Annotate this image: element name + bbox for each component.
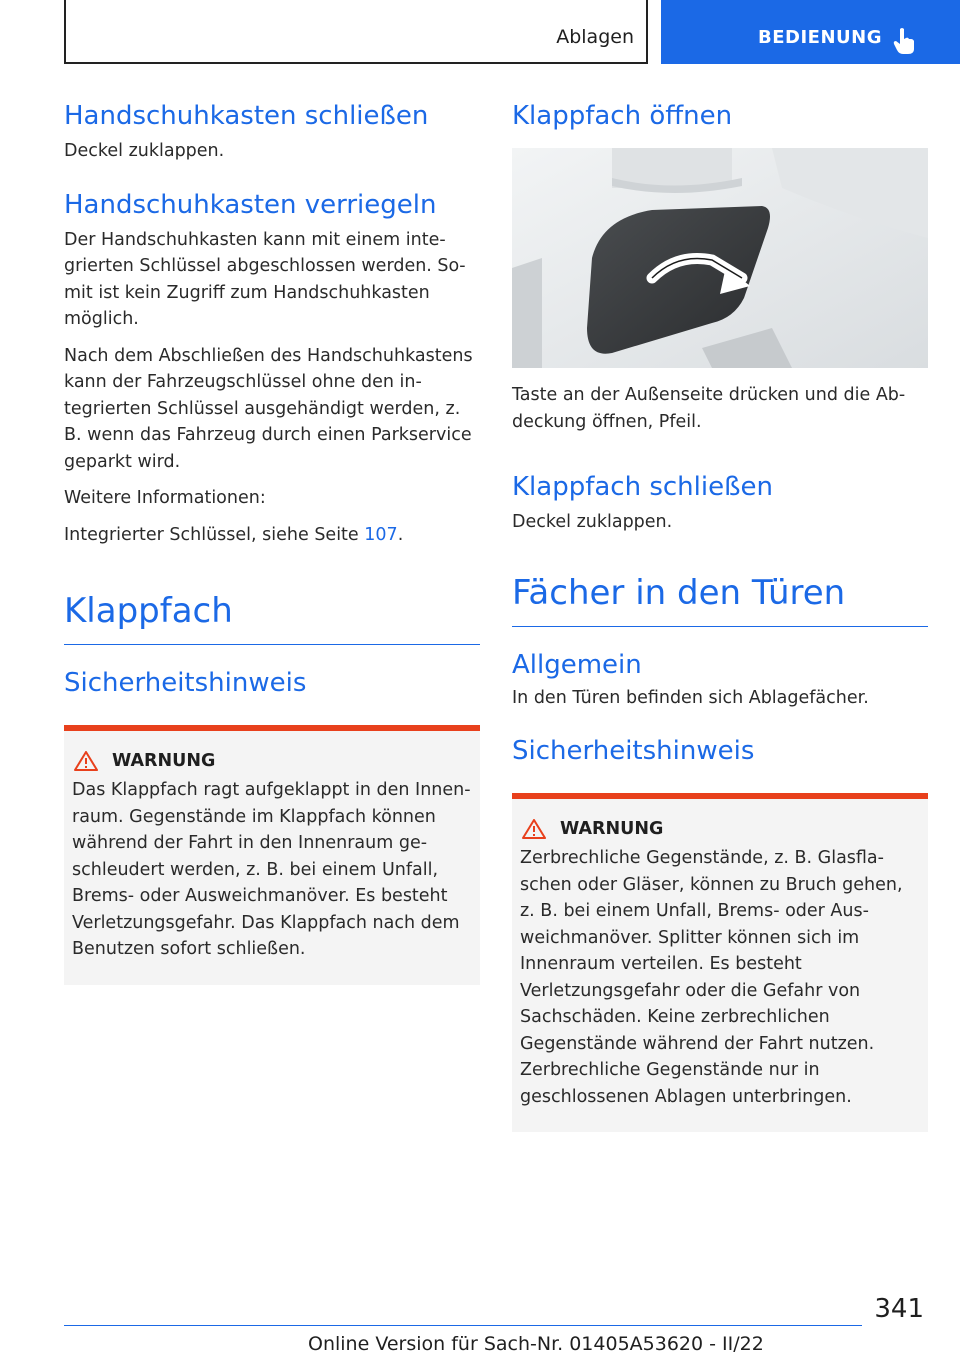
header-chapter-title: BEDIENUNG bbox=[758, 27, 882, 48]
text-general: In den Türen befinden sich Ablagefächer. bbox=[512, 687, 869, 708]
page-link[interactable]: 107 bbox=[364, 524, 398, 545]
compartment-photo-illustration bbox=[512, 148, 928, 368]
right-column bbox=[512, 98, 928, 1132]
heading-door-compartments: Fächer in den Türen bbox=[512, 572, 846, 613]
warning-header-left bbox=[72, 751, 472, 771]
footer-divider bbox=[64, 1325, 862, 1326]
heading-safety-left: Sicherheitshinweis bbox=[64, 668, 307, 698]
warning-box-left bbox=[64, 725, 480, 985]
reference-label: Integrierter Schlüssel, siehe Seite bbox=[64, 524, 359, 545]
warning-text-right: Zerbrechliche Gegenstände, z. B. Glasflaschen oder Gläser, können zu Bruch gehen, z. B. bei einem Unfall, Brems- oder Ausweichmanöver. Splitter können sich im Innenraum verteilen. Es besteht Verletzungsgefahr oder die Gefahr von Sachschäden. Keine zerbrechlichen Gegenstände während der Fahrt nutzen. Zerbrechliche Gegenstände nur in geschlossenen Ablagen unterbringen. bbox=[520, 848, 903, 1107]
warning-box-right bbox=[512, 793, 928, 1132]
header-section-title: Ablagen bbox=[556, 26, 634, 48]
left-column bbox=[64, 98, 480, 985]
text-more-info: Weitere Informationen: bbox=[64, 488, 266, 508]
header-section-tab bbox=[64, 0, 648, 64]
warning-header-right bbox=[520, 819, 920, 839]
warning-label-right: WARNUNG bbox=[560, 819, 664, 839]
compartment-photo bbox=[512, 148, 928, 368]
text-reference bbox=[64, 522, 480, 549]
heading-compartment-open: Klappfach öffnen bbox=[512, 101, 733, 131]
reference-end: . bbox=[397, 524, 404, 545]
warning-triangle-icon bbox=[74, 751, 98, 771]
text-compartment-close: Deckel zuklappen. bbox=[512, 512, 673, 532]
heading-compartment-close: Klappfach schließen bbox=[512, 472, 773, 502]
text-glovebox-lock-2: Nach dem Abschließen des Handschuhkastens kann der Fahrzeugschlüssel ohne den integrierten Schlüssel ausgehändigt werden, z. B. wenn das Fahrzeug durch einen Parkservice geparkt wird. bbox=[64, 345, 473, 472]
heading-safety-right: Sicherheitshinweis bbox=[512, 736, 755, 766]
text-compartment-open: Taste an der Außenseite drücken und die Abdeckung öffnen, Pfeil. bbox=[512, 385, 906, 432]
heading-doors-block bbox=[512, 570, 928, 627]
heading-glovebox-close: Handschuhkasten schließen bbox=[64, 101, 429, 131]
footer-version-text: Online Version für Sach-Nr. 01405A53620 - II/22 bbox=[308, 1333, 764, 1355]
warning-label-left: WARNUNG bbox=[112, 751, 216, 771]
text-glovebox-lock-1: Der Handschuhkasten kann mit einem integrierten Schlüssel abgeschlossen werden. Somit ist kein Zugriff zum Handschuhkasten möglich. bbox=[64, 229, 466, 329]
warning-text-left: Das Klappfach ragt aufgeklappt in den Innenraum. Gegenstände im Klappfach können während der Fahrt in den Innenraum geschleudert werden, z. B. bei einem Unfall, Brems- oder Ausweichmanöver. Es besteht Verletzungsgefahr. Das Klappfach nach dem Benutzen sofort schließen. bbox=[72, 780, 471, 959]
heading-glovebox-lock: Handschuhkasten verriegeln bbox=[64, 189, 437, 220]
hand-pointer-icon bbox=[893, 27, 917, 55]
heading-klappfach-block bbox=[64, 588, 480, 645]
heading-klappfach: Klappfach bbox=[64, 591, 233, 631]
heading-general: Allgemein bbox=[512, 649, 642, 680]
warning-triangle-icon bbox=[522, 819, 546, 839]
header-chapter-tab bbox=[661, 0, 960, 64]
text-glovebox-close: Deckel zuklappen. bbox=[64, 141, 225, 161]
page-number: 341 bbox=[874, 1294, 924, 1324]
